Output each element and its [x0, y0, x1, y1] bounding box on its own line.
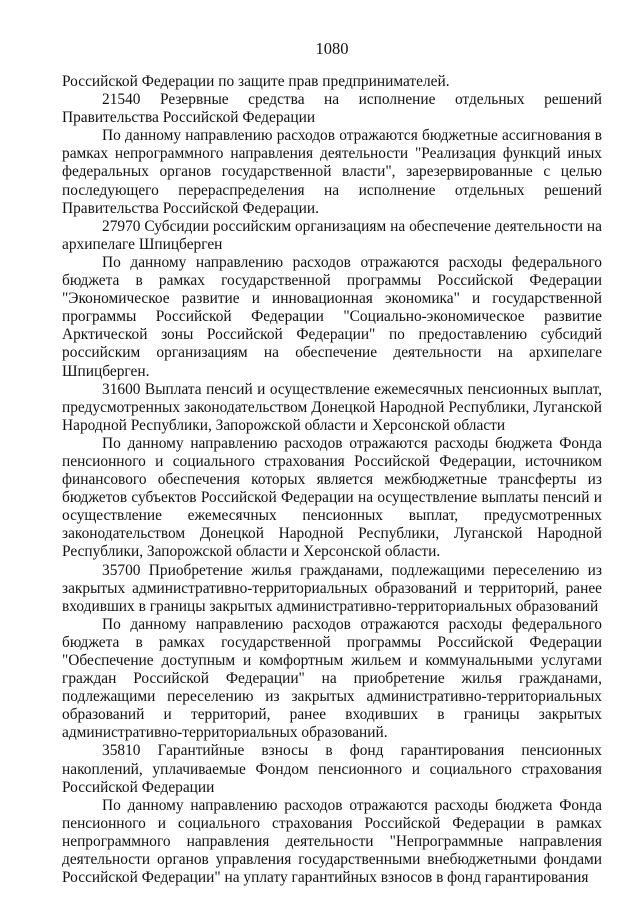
- section-heading-27970: 27970 Субсидии российским организациям на обеспечение деятельности на архипелаге Шпицберген: [62, 217, 602, 253]
- paragraph-27970-description: По данному направлению расходов отражаются расходы федерального бюджета в рамках государственной программы Российской Федерации "Экономическое развитие и инновационная экономика" и государственной программы Российской Федерации "Социально-экономическое развитие Арктической зоны Российской Федерации" по предоставлению субсидий российским организациям на обеспечение деятельности на архипелаге Шпицберген.: [62, 253, 602, 380]
- section-heading-21540: 21540 Резервные средства на исполнение отдельных решений Правительства Российской Федерации: [62, 91, 602, 127]
- paragraph-35810-description: По данному направлению расходов отражаются расходы бюджета Фонда пенсионного и социального страхования Российской Федерации в рамках непрограммного направления деятельности "Непрограммные направления деятельности органов управления государственными внебюджетными фондами Российской Федерации" на уплату гарантийных взносов в фонд гарантирования: [62, 796, 602, 887]
- paragraph-continuation: Российской Федерации по защите прав предпринимателей.: [62, 73, 450, 90]
- section-heading-35700: 35700 Приобретение жилья гражданами, подлежащими переселению из закрытых административно-территориальных образований и территорий, ранее входивших в границы закрытых административно-территориальных образований: [62, 561, 602, 615]
- paragraph-21540-description: По данному направлению расходов отражаются бюджетные ассигнования в рамках непрограммного направления деятельности "Реализация функций иных федеральных органов государственной власти", зарезервированные с целью последующего перераспределения на исполнение отдельных решений Правительства Российской Федерации.: [62, 127, 602, 217]
- section-heading-35810: 35810 Гарантийные взносы в фонд гарантирования пенсионных накоплений, уплачиваемые Фондом пенсионного и социального страхования Российской Федерации: [62, 742, 602, 796]
- paragraph-35700-description: По данному направлению расходов отражаются расходы федерального бюджета в рамках государственной программы Российской Федерации "Обеспечение доступным и комфортным жильем и коммунальными услугами граждан Российской Федерации" на приобретение жилья гражданами, подлежащими переселению из закрытых административно-территориальных образований и территорий, ранее входивших в границы закрытых административно-территориальных образований.: [62, 615, 602, 742]
- section-heading-31600: 31600 Выплата пенсий и осуществление ежемесячных пенсионных выплат, предусмотренных законодательством Донецкой Народной Республики, Луганской Народной Республики, Запорожской области и Херсонской области: [62, 380, 602, 434]
- paragraph-31600-description: По данному направлению расходов отражаются расходы бюджета Фонда пенсионного и социального страхования Российской Федерации, источником финансового обеспечения которых является межбюджетные трансферты из бюджетов субъектов Российской Федерации на осуществление выплаты пенсий и осуществление ежемесячных пенсионных выплат, предусмотренных законодательством Донецкой Народной Республики, Луганской Народной Республики, Запорожской области и Херсонской области.: [62, 434, 602, 561]
- page-number: 1080: [315, 39, 349, 58]
- document-body: [62, 73, 602, 887]
